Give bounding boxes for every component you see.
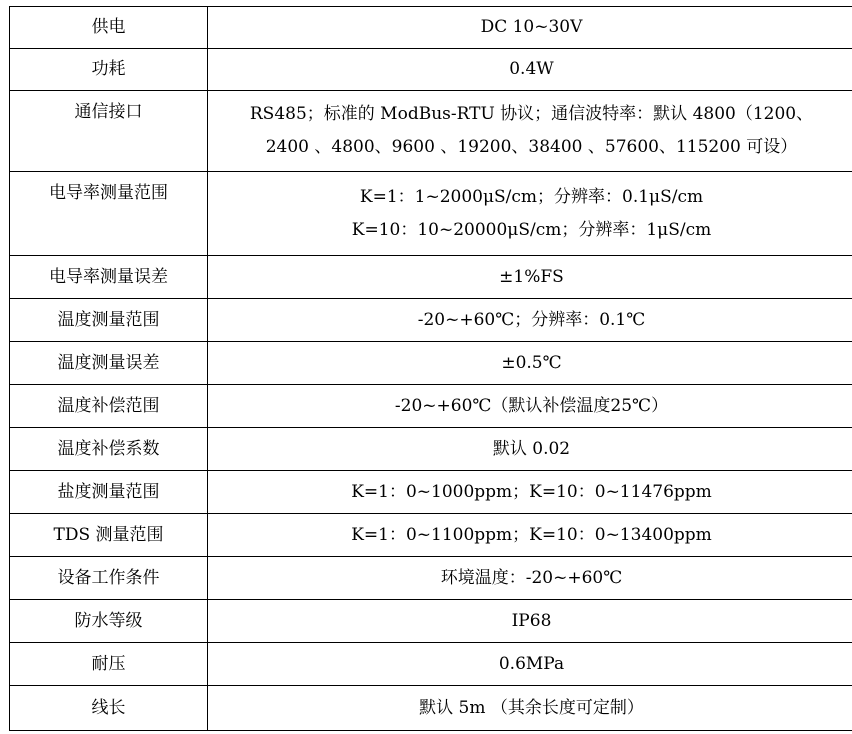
value-line: K=10：10~20000μS/cm；分辨率：1μS/cm (351, 219, 712, 240)
row-value-power-consumption (208, 49, 852, 91)
value-line: -20~+60℃；分辨率：0.1℃ (417, 309, 646, 330)
table-row (10, 7, 852, 49)
row-value-communication-interface (208, 91, 852, 172)
table-row (10, 256, 852, 299)
spec-table (9, 6, 852, 731)
value-line: 2400 、4800、9600 、19200、38400 、57600、115200 可设） (265, 137, 798, 157)
row-label-compensation-range: 温度补偿范围 (10, 385, 208, 428)
value-line: 环境温度：-20~+60℃ (440, 567, 623, 588)
table-row (10, 342, 852, 385)
table-row (10, 514, 852, 557)
row-value-tds-range (208, 514, 852, 557)
row-label-tds-range: TDS 测量范围 (10, 514, 208, 557)
value-line: K=1：1~2000μS/cm；分辨率：0.1μS/cm (359, 186, 704, 207)
row-value-temperature-range (208, 299, 852, 342)
row-value-conductivity-range (208, 172, 852, 256)
table-row (10, 172, 852, 256)
row-label-conductivity-error: 电导率测量误差 (10, 256, 208, 299)
row-value-temperature-error (208, 342, 852, 385)
value-line: IP68 (511, 610, 552, 631)
row-value-waterproof-rating (208, 600, 852, 643)
value-line: ±0.5℃ (501, 352, 562, 373)
table-row (10, 428, 852, 471)
value-line: 0.4W (509, 59, 554, 79)
row-value-pressure-rating (208, 643, 852, 686)
row-label-communication-interface: 通信接口 (10, 91, 208, 172)
value-line: 默认 0.02 (492, 438, 571, 459)
table-row (10, 91, 852, 172)
row-label-power-consumption: 功耗 (10, 49, 208, 91)
row-label-waterproof-rating: 防水等级 (10, 600, 208, 643)
value-line: DC 10~30V (480, 17, 583, 37)
row-label-conductivity-range: 电导率测量范围 (10, 172, 208, 256)
row-label-compensation-coefficient: 温度补偿系数 (10, 428, 208, 471)
value-line: -20~+60℃（默认补偿温度25℃） (394, 395, 669, 416)
table-row (10, 299, 852, 342)
row-label-cable-length: 线长 (10, 686, 208, 731)
row-value-salinity-range (208, 471, 852, 514)
row-label-pressure-rating: 耐压 (10, 643, 208, 686)
value-line: 0.6MPa (498, 653, 565, 674)
table-row (10, 471, 852, 514)
row-value-conductivity-error (208, 256, 852, 299)
value-line: K=1：0~1000ppm；K=10：0~11476ppm (351, 481, 712, 502)
table-row (10, 557, 852, 600)
table-row (10, 49, 852, 91)
row-value-compensation-coefficient (208, 428, 852, 471)
row-value-compensation-range (208, 385, 852, 428)
row-label-salinity-range: 盐度测量范围 (10, 471, 208, 514)
row-label-power-supply: 供电 (10, 7, 208, 49)
row-value-cable-length (208, 686, 852, 731)
row-value-operating-conditions (208, 557, 852, 600)
value-line: RS485；标准的 ModBus-RTU 协议；通信波特率：默认 4800（1200、 (249, 104, 814, 124)
value-line: 默认 5m （其余长度可定制） (419, 697, 644, 718)
row-value-power-supply (208, 7, 852, 49)
table-row (10, 385, 852, 428)
row-label-temperature-range: 温度测量范围 (10, 299, 208, 342)
value-line: K=1：0~1100ppm；K=10：0~13400ppm (351, 524, 712, 545)
row-label-temperature-error: 温度测量误差 (10, 342, 208, 385)
table-row (10, 643, 852, 686)
table-row (10, 686, 852, 731)
value-line: ±1%FS (499, 266, 564, 287)
row-label-operating-conditions: 设备工作条件 (10, 557, 208, 600)
table-row (10, 600, 852, 643)
